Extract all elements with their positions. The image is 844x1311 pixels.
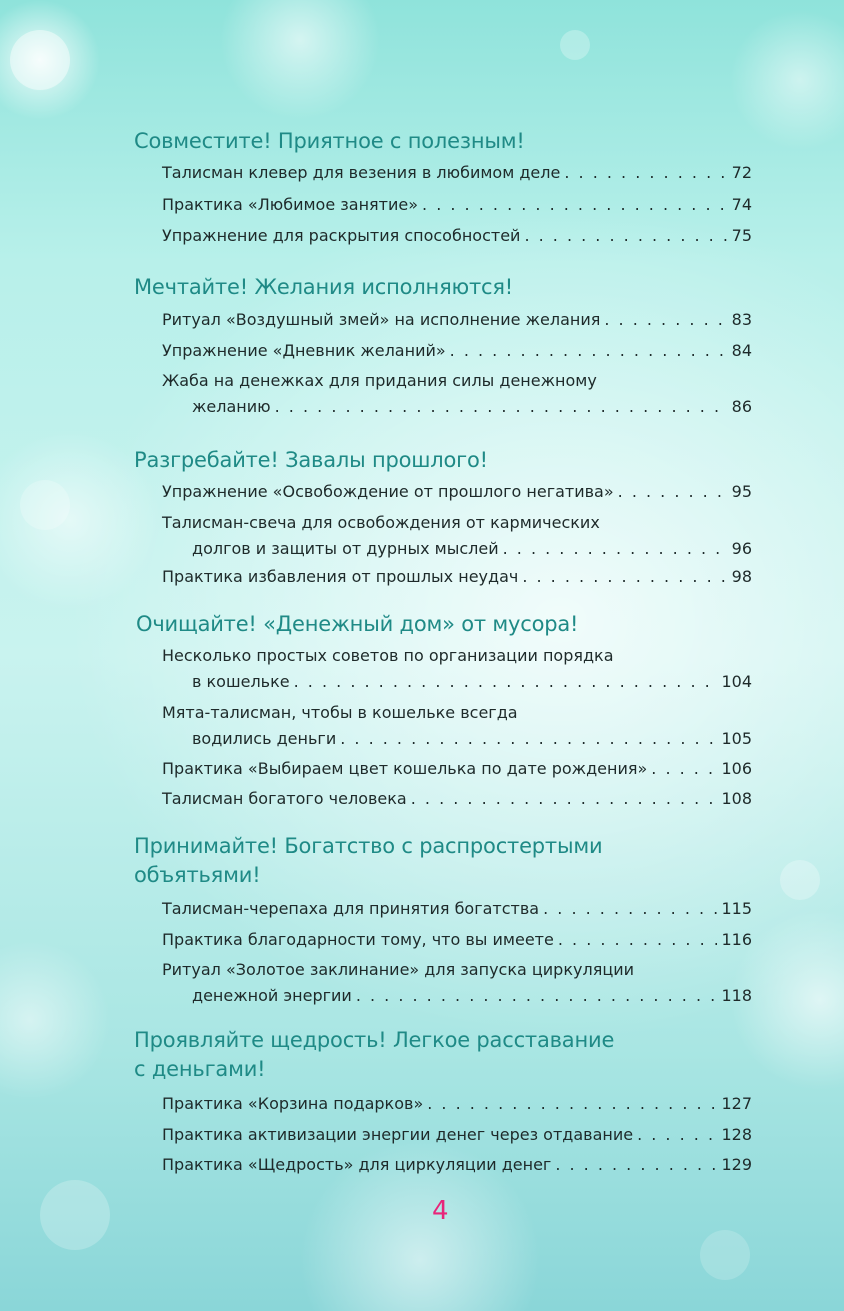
dot-leader xyxy=(651,756,717,782)
entry-title: в кошельке xyxy=(192,672,290,691)
entry-page: 95 xyxy=(731,482,752,501)
toc-entry[interactable] xyxy=(162,338,752,364)
toc-entry[interactable] xyxy=(162,927,752,953)
dot-leader xyxy=(555,1152,717,1178)
section-title: Совместите! Приятное с полезным! xyxy=(134,129,525,153)
entry-page: 74 xyxy=(731,195,752,214)
entry-title: водились деньги xyxy=(192,729,337,748)
entry-title: Талисман клевер для везения в любимом деле xyxy=(162,163,561,182)
toc-entry[interactable] xyxy=(162,307,752,333)
entry-page: 104 xyxy=(721,672,752,691)
toc-entry[interactable] xyxy=(162,564,752,590)
entry-page: 83 xyxy=(731,310,752,329)
entry-page: 96 xyxy=(731,539,752,558)
dot-leader xyxy=(340,726,717,752)
entry-page: 115 xyxy=(721,899,752,918)
dot-leader xyxy=(524,223,727,249)
entry-title: Практика «Любимое занятие» xyxy=(162,195,419,214)
section-title xyxy=(134,832,654,890)
entry-title: Упражнение «Освобождение от прошлого негатива» xyxy=(162,482,614,501)
section-title-line2: с деньгами! xyxy=(134,1057,266,1081)
toc-entry[interactable] xyxy=(162,368,752,420)
entry-title: желанию xyxy=(192,397,271,416)
entry-page: 105 xyxy=(721,729,752,748)
entry-page: 108 xyxy=(721,789,752,808)
section-title-line1: Принимайте! Богатство с распростертыми xyxy=(134,834,603,858)
entry-page: 98 xyxy=(731,567,752,586)
toc-entry[interactable] xyxy=(162,223,752,249)
entry-title: Талисман-черепаха для принятия богатства xyxy=(162,899,540,918)
dot-leader xyxy=(294,669,718,695)
toc-entry[interactable] xyxy=(162,957,752,1009)
entry-page: 116 xyxy=(721,930,752,949)
entry-page: 128 xyxy=(721,1125,752,1144)
section-title xyxy=(134,1026,654,1084)
dot-leader xyxy=(558,927,718,953)
dot-leader xyxy=(450,338,728,364)
dot-leader xyxy=(503,536,728,562)
section-title: Мечтайте! Желания исполняются! xyxy=(134,275,514,299)
entry-page: 75 xyxy=(731,226,752,245)
entry-title: Талисман богатого человека xyxy=(162,789,407,808)
entry-page: 127 xyxy=(721,1094,752,1113)
toc-entry[interactable] xyxy=(162,896,752,922)
dot-leader xyxy=(427,1091,717,1117)
section-title-line2: объятьями! xyxy=(134,863,261,887)
entry-title-line1: Талисман-свеча для освобождения от кармических xyxy=(162,513,600,532)
toc-entry[interactable] xyxy=(162,786,752,812)
entry-page: 106 xyxy=(721,759,752,778)
entry-title: Упражнение для раскрытия способностей xyxy=(162,226,521,245)
toc-entry[interactable] xyxy=(162,192,752,218)
entry-title-line1: Мята-талисман, чтобы в кошельке всегда xyxy=(162,703,518,722)
toc-entry[interactable] xyxy=(162,1122,752,1148)
toc-entry[interactable] xyxy=(162,700,752,752)
entry-title-line1: Несколько простых советов по организации порядка xyxy=(162,646,614,665)
entry-title: Упражнение «Дневник желаний» xyxy=(162,341,446,360)
dot-leader xyxy=(422,192,728,218)
dot-leader xyxy=(356,983,718,1009)
entry-page: 129 xyxy=(721,1155,752,1174)
entry-title-line1: Жаба на денежках для придания силы денежному xyxy=(162,371,597,390)
entry-title: Практика благодарности тому, что вы имеете xyxy=(162,930,554,949)
dot-leader xyxy=(543,896,717,922)
section-title: Разгребайте! Завалы прошлого! xyxy=(134,448,488,472)
section-title: Очищайте! «Денежный дом» от мусора! xyxy=(136,612,579,636)
entry-title-line1: Ритуал «Золотое заклинание» для запуска циркуляции xyxy=(162,960,634,979)
toc-entry[interactable] xyxy=(162,756,752,782)
dot-leader xyxy=(411,786,718,812)
entry-title: Ритуал «Воздушный змей» на исполнение желания xyxy=(162,310,601,329)
dot-leader xyxy=(275,394,728,420)
dot-leader xyxy=(618,479,728,505)
dot-leader xyxy=(564,160,727,186)
toc-entry[interactable] xyxy=(162,160,752,186)
entry-title: Практика «Выбираем цвет кошелька по дате рождения» xyxy=(162,759,648,778)
toc-entry[interactable] xyxy=(162,510,752,562)
entry-title: Практика избавления от прошлых неудач xyxy=(162,567,519,586)
entry-page: 118 xyxy=(721,986,752,1005)
dot-leader xyxy=(522,564,727,590)
entry-title: долгов и защиты от дурных мыслей xyxy=(192,539,499,558)
toc-entry[interactable] xyxy=(162,1152,752,1178)
page-number: 4 xyxy=(432,1196,449,1226)
toc-entry[interactable] xyxy=(162,1091,752,1117)
entry-title: денежной энергии xyxy=(192,986,352,1005)
section-title-line1: Проявляйте щедрость! Легкое расставание xyxy=(134,1028,615,1052)
entry-page: 72 xyxy=(731,163,752,182)
toc-entry[interactable] xyxy=(162,479,752,505)
entry-page: 86 xyxy=(731,397,752,416)
entry-title: Практика «Щедрость» для циркуляции денег xyxy=(162,1155,552,1174)
entry-title: Практика активизации энергии денег через отдавание xyxy=(162,1125,634,1144)
toc-entry[interactable] xyxy=(162,643,752,695)
entry-page: 84 xyxy=(731,341,752,360)
entry-title: Практика «Корзина подарков» xyxy=(162,1094,424,1113)
dot-leader xyxy=(637,1122,717,1148)
dot-leader xyxy=(604,307,727,333)
